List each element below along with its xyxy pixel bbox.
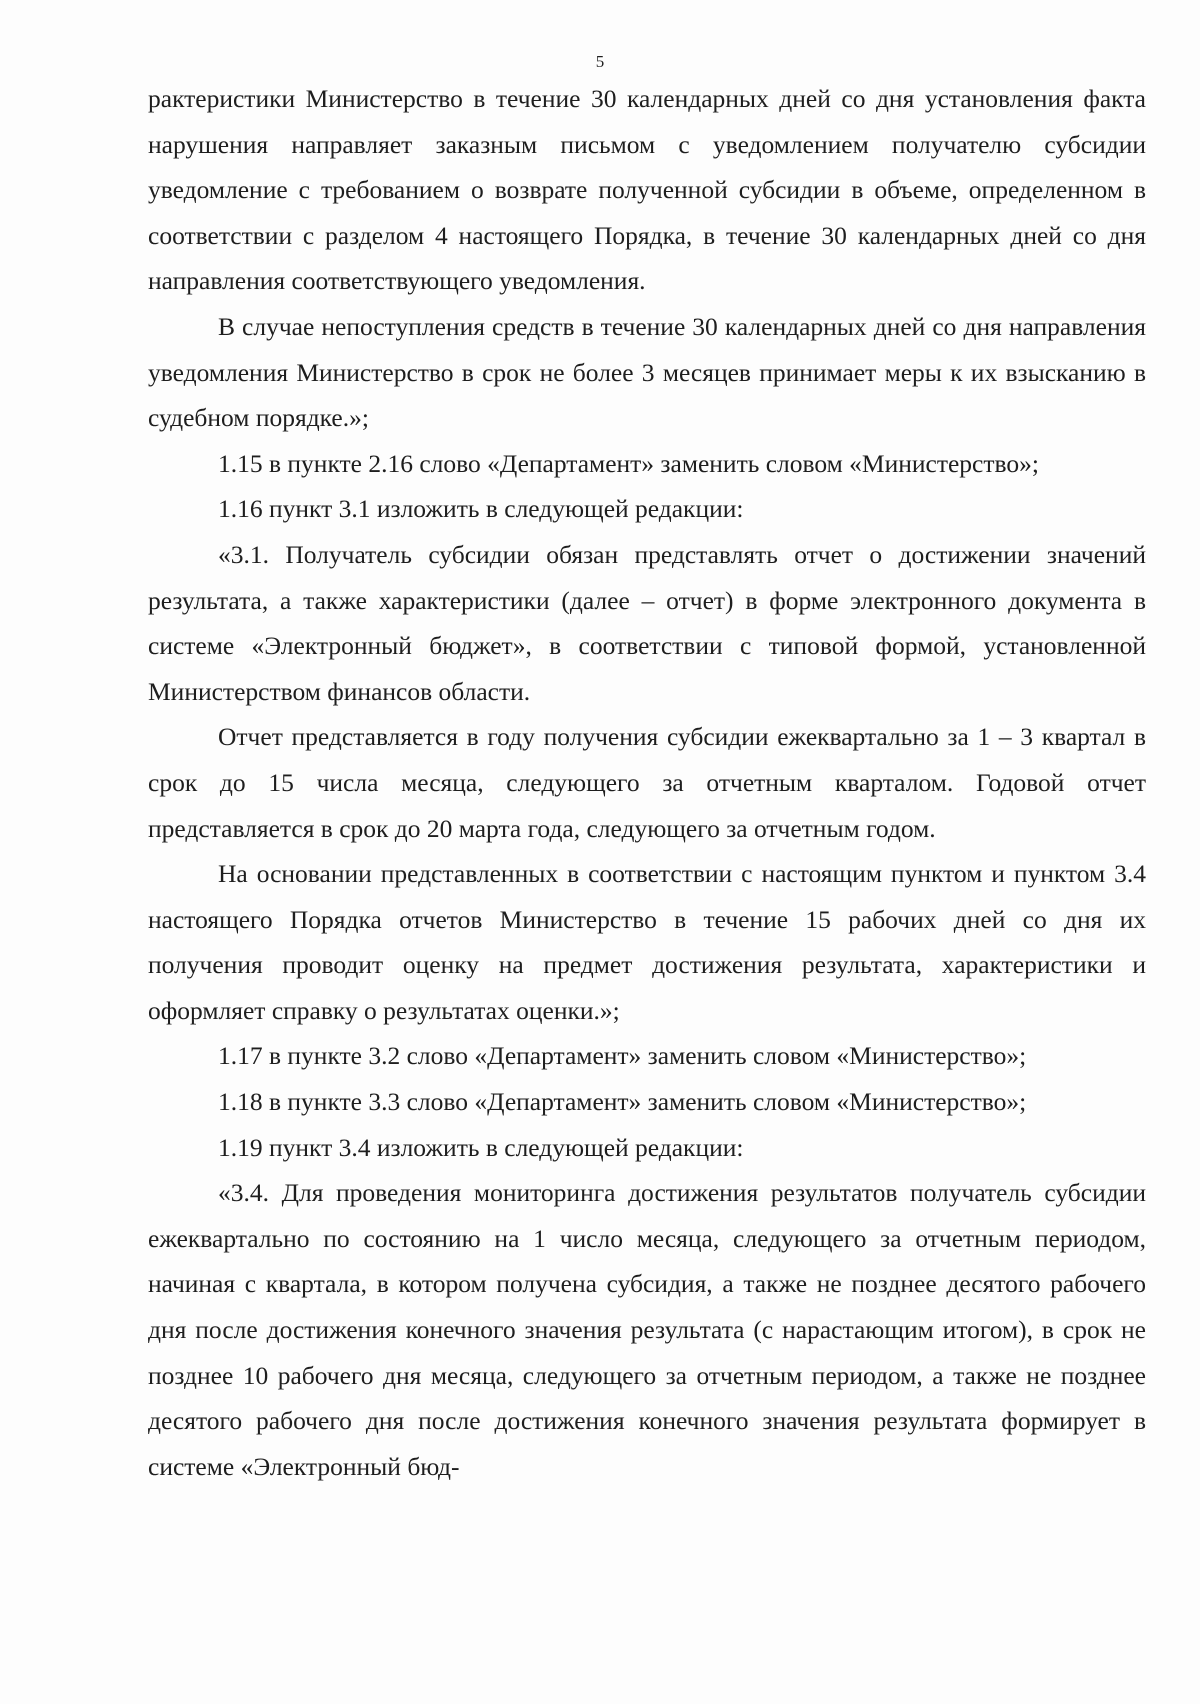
document-body: [148, 76, 1146, 1489]
paragraph-continuation: рактеристики Министерство в течение 30 календарных дней со дня установления факта нарушения направляет заказным письмом с уведомлением получателю субсидии уведомление с требованием о возврате полученной субсидии в объеме, определенном в соответствии с разделом 4 настоящего Порядка, в течение 30 календарных дней со дня направления соответствующего уведомления.: [148, 84, 1146, 296]
paragraph-item-1-18: 1.18 в пункте 3.3 слово «Департамент» заменить словом «Министерство»;: [218, 1087, 1027, 1117]
paragraph-item-1-19: 1.19 пункт 3.4 изложить в следующей редакции:: [218, 1132, 744, 1162]
paragraph-item-1-15: 1.15 в пункте 2.16 слово «Департамент» заменить словом «Министерство»;: [218, 448, 1039, 478]
paragraph-item-1-17: 1.17 в пункте 3.2 слово «Департамент» заменить словом «Министерство»;: [218, 1041, 1027, 1071]
page-number: 5: [595, 52, 605, 71]
paragraph-item-1-16: 1.16 пункт 3.1 изложить в следующей редакции:: [218, 494, 744, 524]
paragraph-evaluation: На основании представленных в соответствии с настоящим пунктом и пунктом 3.4 настоящего Порядка отчетов Министерство в течение 15 рабочих дней со дня их получения проводит оценку на предмет достижения результата, характеристики и оформляет справку о результатах оценки.»;: [148, 859, 1146, 1025]
paragraph-clause-3-4: «3.4. Для проведения мониторинга достижения результатов получатель субсидии ежеквартально по состоянию на 1 число месяца, следующего за отчетным периодом, начиная с квартала, в котором получена субсидия, а также не позднее десятого рабочего дня после достижения конечного значения результата (с нарастающим итогом), в срок не позднее 10 рабочего дня месяца, следующего за отчетным периодом, а также не позднее десятого рабочего дня после достижения конечного значения результата формирует в системе «Электронный бюд-: [148, 1178, 1146, 1481]
paragraph-clause-3-1: «3.1. Получатель субсидии обязан представлять отчет о достижении значений результата, а также характеристики (далее – отчет) в форме электронного документа в системе «Электронный бюджет», в соответствии с типовой формой, установленной Министерством финансов области.: [148, 539, 1146, 706]
paragraph-report-schedule: Отчет представляется в году получения субсидии ежеквартально за 1 – 3 квартал в срок до 15 числа месяца, следующего за отчетным кварталом. Годовой отчет представляется в срок до 20 марта года, следующего за отчетным годом.: [148, 722, 1146, 843]
paragraph-nonreceipt: В случае непоступления средств в течение 30 календарных дней со дня направления уведомления Министерство в срок не более 3 месяцев принимает меры к их взысканию в судебном порядке.»;: [148, 311, 1146, 433]
